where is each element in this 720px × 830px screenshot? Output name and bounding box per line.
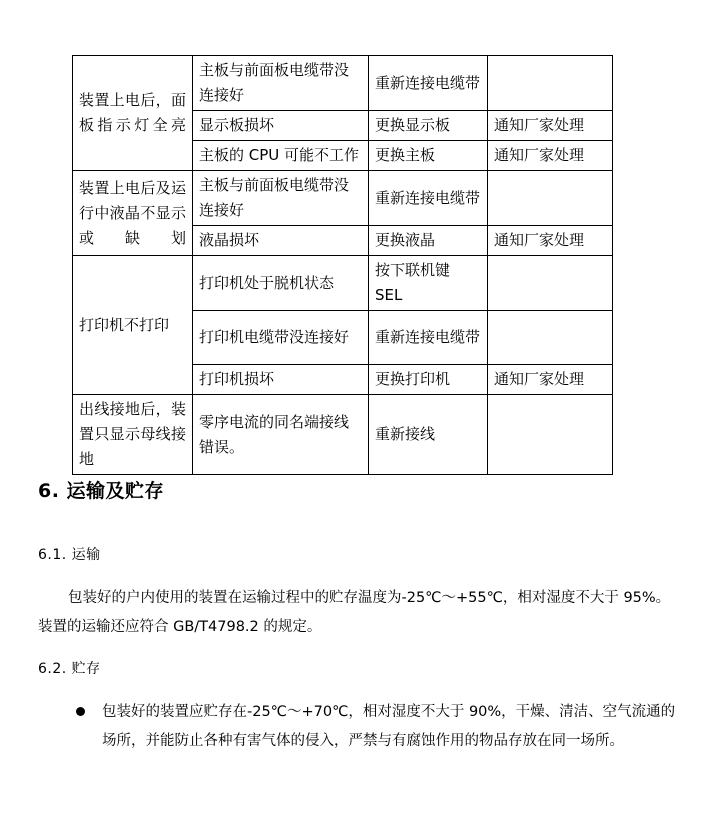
cause-text: 主板与前面板电缆带没连接好	[199, 176, 350, 219]
note-cell	[488, 395, 613, 475]
remedy-text: 重新接线	[375, 425, 436, 443]
cause-cell	[193, 226, 369, 256]
phenomenon-cell	[73, 171, 193, 256]
remedy-cell	[369, 56, 488, 111]
phenomenon-text: 打印机不打印	[79, 315, 170, 334]
cause-text: 打印机电缆带没连接好	[199, 328, 350, 346]
note-cell	[488, 171, 613, 226]
table-row	[73, 256, 613, 311]
remedy-cell	[369, 395, 488, 475]
phenomenon-cell	[73, 56, 193, 171]
note-cell	[488, 256, 613, 311]
cause-cell	[193, 56, 369, 111]
cause-text: 打印机处于脱机状态	[199, 273, 335, 292]
note-cell	[488, 56, 613, 111]
transport-paragraph: 包装好的户内使用的装置在运输过程中的贮存温度为-25℃～+55℃，相对湿度不大于 95%。装置的运输还应符合 GB/T4798.2 的规定。	[38, 590, 671, 635]
cause-text: 主板的 CPU 可能不工作	[199, 146, 360, 164]
note-cell	[488, 141, 613, 171]
table-row	[73, 56, 613, 111]
note-cell	[488, 226, 613, 256]
remedy-text: 重新连接电缆带	[375, 188, 481, 207]
remedy-cell	[369, 171, 488, 226]
remedy-text: 更换液晶	[375, 231, 436, 249]
remedy-text: 更换显示板	[375, 116, 451, 134]
remedy-cell	[369, 365, 488, 395]
remedy-text: 重新连接电缆带	[375, 328, 481, 346]
remedy-text: 更换打印机	[375, 370, 451, 388]
phenomenon-cell	[73, 395, 193, 475]
remedy-cell	[369, 311, 488, 365]
section-title: 6. 运输及贮存	[38, 480, 165, 502]
table-row	[73, 395, 613, 475]
note-text: 通知厂家处理	[494, 146, 585, 164]
note-text: 通知厂家处理	[494, 370, 585, 388]
note-text: 通知厂家处理	[494, 116, 585, 134]
table-row	[73, 171, 613, 226]
phenomenon-cell	[73, 256, 193, 395]
phenomenon-text: 装置上电后及运行中液晶不显示或缺划	[79, 178, 186, 247]
note-text: 通知厂家处理	[494, 231, 585, 249]
remedy-cell	[369, 141, 488, 171]
storage-bullet-text: 包装好的装置应贮存在-25℃～+70℃，相对湿度不大于 90%，干燥、清洁、空气流通的场所，并能防止各种有害气体的侵入，严禁与有腐蚀作用的物品存放在同一场所。	[102, 704, 676, 749]
fault-table	[72, 55, 613, 475]
remedy-cell	[369, 256, 488, 311]
remedy-text: 按下联机键 SEL	[375, 261, 451, 304]
cause-cell	[193, 256, 369, 311]
cause-text: 主板与前面板电缆带没连接好	[199, 61, 350, 104]
bullet-dot-icon	[76, 707, 85, 716]
cause-cell	[193, 311, 369, 365]
note-cell	[488, 365, 613, 395]
phenomenon-text: 出线接地后，装置只显示母线接地	[79, 400, 186, 468]
storage-bullet	[72, 698, 682, 756]
cause-text: 显示板损坏	[199, 116, 275, 134]
cause-text: 零序电流的同名端接线错误。	[199, 412, 350, 456]
subsection-heading-storage: 6.2. 贮存	[38, 661, 101, 677]
remedy-cell	[369, 111, 488, 141]
remedy-text: 更换主板	[375, 146, 436, 164]
phenomenon-text: 装置上电后，面板指示灯全亮	[79, 91, 186, 134]
note-cell	[488, 111, 613, 141]
cause-cell	[193, 141, 369, 171]
cause-cell	[193, 365, 369, 395]
remedy-text: 重新连接电缆带	[375, 73, 481, 92]
cause-text: 打印机损坏	[199, 370, 275, 388]
remedy-cell	[369, 226, 488, 256]
subsection-heading-transport: 6.1. 运输	[38, 547, 101, 563]
cause-cell	[193, 111, 369, 141]
cause-text: 液晶损坏	[199, 231, 260, 249]
note-cell	[488, 311, 613, 365]
cause-cell	[193, 171, 369, 226]
cause-cell	[193, 395, 369, 475]
